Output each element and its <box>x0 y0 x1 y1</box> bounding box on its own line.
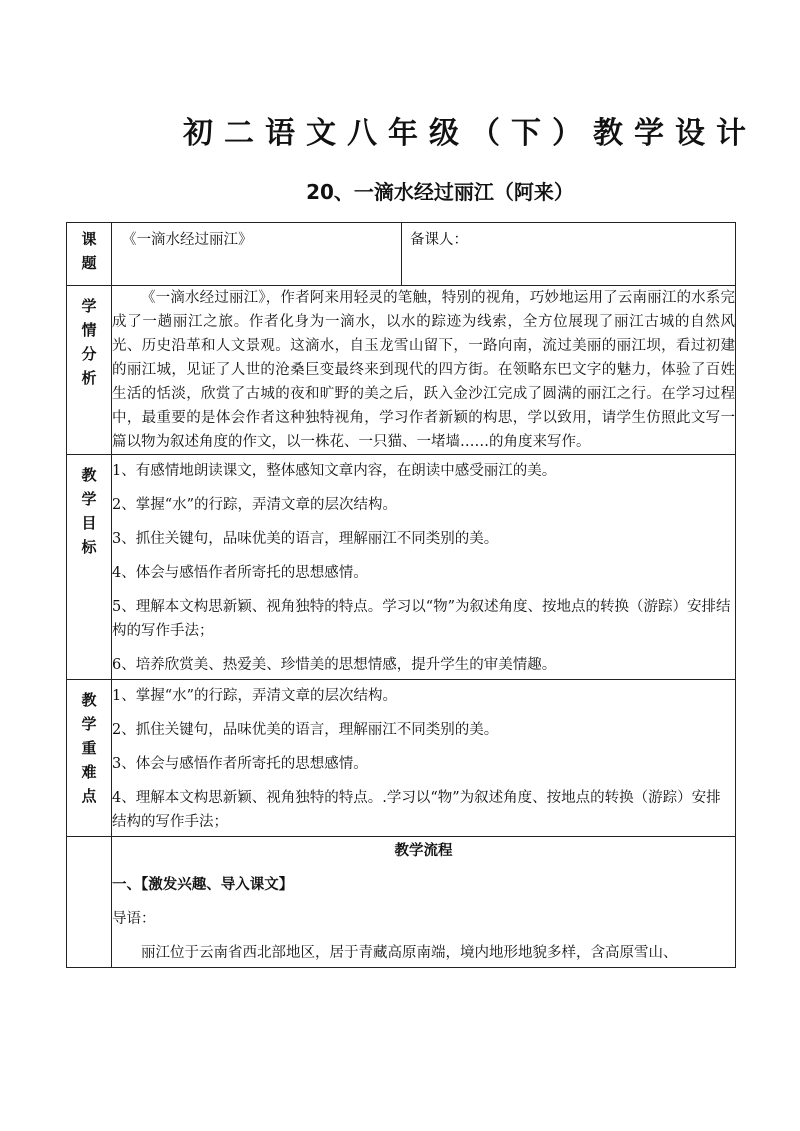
document-title: 初二语文八年级（下）教学设计 <box>183 116 757 151</box>
intro-label: 导语： <box>112 911 156 927</box>
topic-content <box>112 223 736 286</box>
objective-item: 5、理解本文构思新颖、视角独特的特点。学习以“物”为叙述角度、按地点的转换（游踪）安排结构的写作手法； <box>112 599 731 639</box>
key-point-item: 4、理解本文构思新颖、视角独特的特点。.学习以“物”为叙述角度、按地点的转换（游踪）安排结构的写作手法； <box>112 790 721 830</box>
objective-item: 3、抓住关键句，品味优美的语言，理解丽江不同类别的美。 <box>112 531 499 547</box>
process-row <box>67 837 736 968</box>
objective-item: 1、有感情地朗读课文，整体感知文章内容，在朗读中感受丽江的美。 <box>112 463 557 479</box>
analysis-content <box>112 286 736 455</box>
objectives-label: 教 学 目 标 <box>67 455 112 680</box>
lesson-name: 《一滴水经过丽江》 <box>112 223 402 285</box>
section-heading: 一、【激发兴趣、导入课文】 <box>112 877 294 893</box>
objective-item: 6、培养欣赏美、热爱美、珍惜美的思想情感，提升学生的审美情趣。 <box>112 657 557 673</box>
objective-item: 2、掌握“水”的行踪，弄清文章的层次结构。 <box>112 497 398 513</box>
key-point-item: 1、掌握“水”的行踪，弄清文章的层次结构。 <box>112 688 398 704</box>
key-points-content <box>112 680 736 837</box>
topic-row <box>67 223 736 286</box>
process-heading: 教学流程 <box>394 843 453 859</box>
key-point-item: 3、体会与感悟作者所寄托的思想感情。 <box>112 756 368 772</box>
objective-item: 4、体会与感悟作者所寄托的思想感情。 <box>112 565 368 581</box>
key-points-row <box>67 680 736 837</box>
process-label-cell <box>67 837 112 968</box>
key-point-item: 2、抓住关键句，品味优美的语言，理解丽江不同类别的美。 <box>112 722 499 738</box>
intro-text: 丽江位于云南省西北部地区，居于青藏高原南端，境内地形地貌多样，含高原雪山、 <box>141 945 678 961</box>
analysis-text: 《一滴水经过丽江》，作者阿来用轻灵的笔触，特别的视角，巧妙地运用了云南丽江的水系完成了一趟丽江之旅。作者化身为一滴水，以水的踪迹为线索，全方位展现了丽江古城的自然风光、历史沿革和人文景观。这滴水，自玉龙雪山留下，一路向南，流过美丽的丽江坝，看过初建的丽江城，见证了人世的沧桑巨变最终来到现代的四方街。在领略东巴文字的魅力，体验了百姓生活的恬淡，欣赏了古城的夜和旷野的美之后，跃入金沙江完成了圆满的丽江之行。在学习过程中，最重要的是体会作者这种独特视角，学习作者新颖的构思，学以致用，请学生仿照此文写一篇以物为叙述角度的作文，以一株花、一只猫、一堵墙……的角度来写作。 <box>112 290 735 450</box>
analysis-row <box>67 286 736 455</box>
lesson-subtitle: 20、一滴水经过丽江（阿来） <box>306 180 574 204</box>
objectives-content <box>112 455 736 680</box>
lesson-plan-table <box>66 222 736 968</box>
process-content <box>112 837 736 968</box>
objectives-row <box>67 455 736 680</box>
preparer-field: 备课人： <box>410 232 468 248</box>
topic-label: 课 题 <box>67 223 112 286</box>
key-points-label: 教 学 重 难 点 <box>67 680 112 837</box>
analysis-label: 学 情 分 析 <box>67 286 112 455</box>
